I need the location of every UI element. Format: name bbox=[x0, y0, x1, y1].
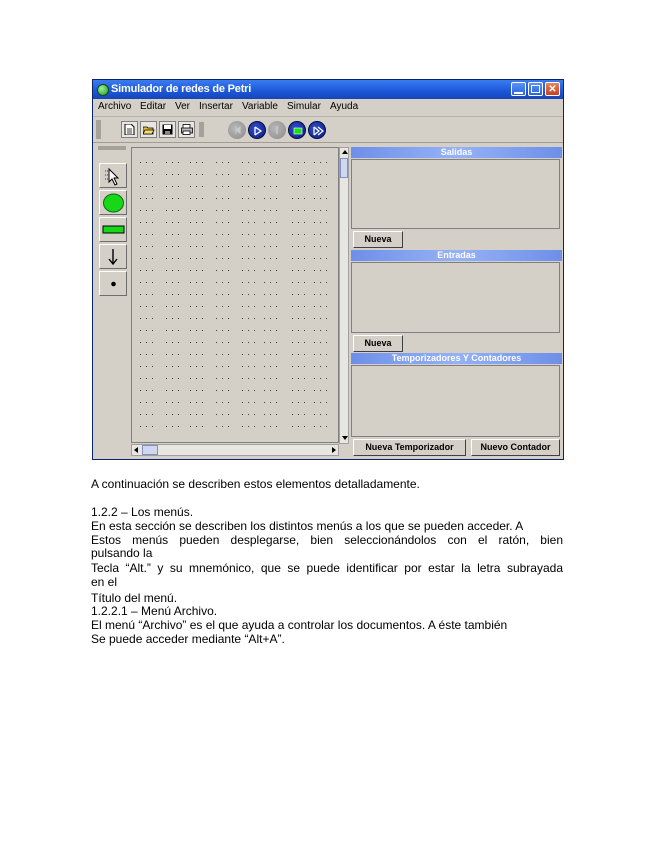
canvas-grid bbox=[132, 148, 338, 442]
entradas-list[interactable] bbox=[351, 262, 560, 333]
temporizadores-header: Temporizadores Y Contadores bbox=[351, 353, 562, 364]
text-line: Tecla “Alt.” y su mnemónico, que se puede identificar por estar la letra subrayada bbox=[91, 562, 563, 575]
toolbar-grip[interactable] bbox=[96, 120, 101, 139]
vertical-scroll-thumb[interactable] bbox=[340, 158, 348, 178]
menu-variable[interactable]: Variable bbox=[242, 101, 278, 112]
play-button[interactable] bbox=[248, 121, 266, 139]
menu-simular[interactable]: Simular bbox=[287, 101, 321, 112]
menu-editar[interactable]: Editar bbox=[140, 101, 167, 112]
section-heading-archivo: 1.2.2.1 – Menú Archivo. bbox=[91, 604, 218, 618]
maximize-icon bbox=[531, 85, 540, 93]
menu-bar bbox=[93, 99, 563, 117]
pointer-tool-button[interactable] bbox=[99, 163, 127, 188]
window-title: Simulador de redes de Petri bbox=[111, 83, 252, 95]
print-icon bbox=[181, 124, 193, 135]
play-icon bbox=[252, 125, 264, 137]
toolbar-grip-2[interactable] bbox=[199, 122, 204, 137]
palette-grip[interactable] bbox=[98, 146, 126, 150]
new-document-icon bbox=[124, 124, 135, 135]
section-heading-menus: 1.2.2 – Los menús. bbox=[91, 505, 194, 519]
save-disk-icon bbox=[162, 124, 173, 135]
nueva-salida-button[interactable]: Nueva bbox=[353, 231, 403, 248]
fast-forward-icon bbox=[312, 125, 324, 137]
title-bar[interactable] bbox=[93, 80, 563, 99]
minimize-button[interactable] bbox=[511, 82, 526, 96]
pause-icon bbox=[271, 124, 283, 136]
minimize-icon bbox=[514, 85, 523, 94]
menu-ayuda[interactable]: Ayuda bbox=[330, 101, 359, 112]
place-tool-button[interactable] bbox=[99, 190, 127, 215]
toolbar bbox=[93, 117, 563, 143]
tool-palette bbox=[96, 144, 128, 459]
text-line: En esta sección se describen los distintos menús a los que se pueden acceder. A bbox=[91, 519, 524, 533]
transition-bar-icon bbox=[101, 219, 125, 241]
io-panel bbox=[351, 147, 562, 459]
stop-icon bbox=[292, 125, 304, 137]
scroll-down-icon bbox=[342, 436, 348, 440]
maximize-button[interactable] bbox=[528, 82, 543, 96]
app-icon bbox=[97, 84, 109, 96]
scroll-up-icon bbox=[342, 150, 348, 154]
close-icon: ✕ bbox=[548, 84, 557, 95]
salidas-list[interactable] bbox=[351, 159, 560, 229]
text-line: Estos menús pueden desplegarse, bien seleccionándolos con el ratón, bien bbox=[91, 534, 563, 547]
arc-tool-button[interactable] bbox=[99, 244, 127, 269]
token-dot-icon bbox=[101, 273, 125, 295]
temporizadores-list[interactable] bbox=[351, 365, 560, 437]
canvas-vertical-scrollbar[interactable] bbox=[339, 147, 349, 444]
text-line: pulsando la bbox=[91, 546, 153, 560]
transition-tool-button[interactable] bbox=[99, 217, 127, 242]
text-line: en el bbox=[91, 575, 118, 589]
scroll-left-icon bbox=[134, 447, 138, 453]
pause-button[interactable] bbox=[268, 121, 286, 139]
print-button[interactable] bbox=[178, 121, 195, 138]
arc-arrow-icon bbox=[101, 246, 125, 268]
open-button[interactable] bbox=[140, 121, 157, 138]
menu-insertar[interactable]: Insertar bbox=[199, 101, 233, 112]
text-line: El menú “Archivo” es el que ayuda a controlar los documentos. A éste también bbox=[91, 618, 508, 632]
scroll-right-icon bbox=[332, 447, 336, 453]
fast-forward-button[interactable] bbox=[308, 121, 326, 139]
pointer-arrow-icon bbox=[101, 165, 125, 187]
text-line: Se puede acceder mediante “Alt+A”. bbox=[91, 632, 285, 646]
token-tool-button[interactable] bbox=[99, 271, 127, 296]
entradas-header: Entradas bbox=[351, 250, 562, 261]
step-back-button[interactable] bbox=[228, 121, 246, 139]
nuevo-temporizador-button[interactable]: Nueva Temporizador bbox=[353, 439, 466, 456]
menu-ver[interactable]: Ver bbox=[175, 101, 191, 112]
net-canvas[interactable] bbox=[131, 147, 339, 443]
menu-archivo[interactable]: Archivo bbox=[98, 101, 132, 112]
salidas-header: Salidas bbox=[351, 147, 562, 158]
horizontal-scroll-thumb[interactable] bbox=[142, 445, 158, 455]
new-button[interactable] bbox=[121, 121, 138, 138]
place-circle-icon bbox=[101, 192, 125, 214]
close-button[interactable] bbox=[545, 82, 560, 96]
save-button[interactable] bbox=[159, 121, 176, 138]
nuevo-contador-button[interactable]: Nuevo Contador bbox=[471, 439, 560, 456]
open-folder-icon bbox=[143, 124, 155, 135]
canvas-horizontal-scrollbar[interactable] bbox=[131, 444, 339, 456]
text-line: Título del menú. bbox=[91, 591, 178, 605]
intro-paragraph: A continuación se describen estos elementos detalladamente. bbox=[91, 477, 420, 491]
nueva-entrada-button[interactable]: Nueva bbox=[353, 335, 403, 352]
step-back-icon bbox=[231, 124, 243, 136]
stop-button[interactable] bbox=[288, 121, 306, 139]
petri-simulator-window bbox=[92, 79, 564, 460]
